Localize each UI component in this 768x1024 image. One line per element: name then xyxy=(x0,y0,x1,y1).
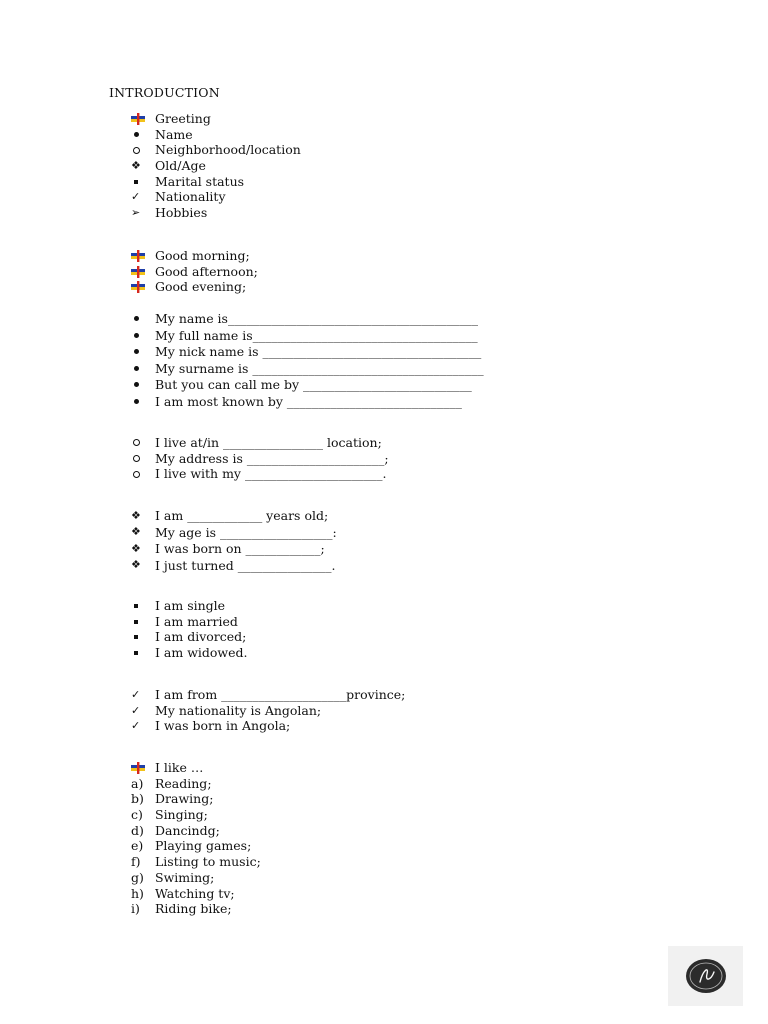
hobby-text: Dancindg; xyxy=(155,822,220,838)
hobbies-intro: I like … xyxy=(155,760,204,775)
nationality-sentence: I was born in Angola; xyxy=(155,718,291,734)
circle-bullet-icon xyxy=(131,142,149,158)
list-letter: a) xyxy=(131,775,144,791)
list-letter: i) xyxy=(131,901,140,917)
topic-label: Old/Age xyxy=(155,158,206,174)
flag-bullet-icon xyxy=(131,760,149,776)
list-item xyxy=(131,205,301,221)
marital-sentence: I am widowed. xyxy=(155,645,248,661)
list-item xyxy=(131,174,301,190)
topic-label: Neighborhood/location xyxy=(155,142,301,158)
diamond-bullet-icon: ❖ xyxy=(131,558,141,572)
arrow-bullet-icon: ➢ xyxy=(131,206,141,220)
marital-list xyxy=(131,598,248,661)
list-letter: b) xyxy=(131,791,144,807)
list-item xyxy=(131,718,405,734)
list-item xyxy=(131,838,261,854)
list-item xyxy=(131,598,248,614)
hobby-text: Playing games; xyxy=(155,838,252,854)
age-list xyxy=(131,508,337,574)
list-item xyxy=(131,791,261,807)
square-bullet-icon xyxy=(131,174,149,190)
location-sentence: I live with my ______________________. xyxy=(155,466,387,482)
location-sentence: My address is ______________________; xyxy=(155,450,389,466)
nationality-list xyxy=(131,687,405,734)
list-item xyxy=(131,776,261,792)
list-item xyxy=(131,451,389,467)
list-item xyxy=(131,614,248,630)
list-letter: g) xyxy=(131,869,144,885)
age-sentence: My age is __________________: xyxy=(155,524,337,540)
circle-bullet-icon xyxy=(131,435,149,451)
names-list xyxy=(131,311,484,410)
check-bullet-icon: ✓ xyxy=(131,719,141,733)
list-item xyxy=(131,703,405,719)
greeting-text: Good morning; xyxy=(155,248,250,263)
disc-bullet-icon xyxy=(131,311,149,327)
diamond-bullet-icon: ❖ xyxy=(131,525,141,539)
circle-bullet-icon xyxy=(131,451,149,467)
square-bullet-icon xyxy=(131,629,149,645)
list-item xyxy=(131,361,484,378)
list-item xyxy=(131,508,337,525)
list-item xyxy=(131,127,301,143)
name-sentence: My nick name is ___________________________________ xyxy=(155,344,482,359)
topic-label: Greeting xyxy=(155,111,211,126)
list-letter: e) xyxy=(131,838,144,854)
flag-bullet-icon xyxy=(131,111,149,127)
name-sentence: My full name is____________________________________ xyxy=(155,327,478,343)
list-item xyxy=(131,158,301,174)
name-sentence: My name is________________________________________ xyxy=(155,311,478,326)
hobby-text: Swiming; xyxy=(155,869,215,885)
list-item xyxy=(131,870,261,886)
document-title: INTRODUCTION xyxy=(109,85,220,100)
list-item xyxy=(131,541,337,558)
age-sentence: I am ____________ years old; xyxy=(155,508,329,523)
list-item xyxy=(131,394,484,411)
topic-label: Name xyxy=(155,126,193,142)
age-sentence: I just turned _______________. xyxy=(155,557,336,573)
list-item xyxy=(131,854,261,870)
list-item xyxy=(131,328,484,345)
list-letter: c) xyxy=(131,807,143,823)
check-bullet-icon: ✓ xyxy=(131,703,141,717)
marital-sentence: I am married xyxy=(155,613,238,629)
location-list xyxy=(131,435,389,482)
hobby-text: Riding bike; xyxy=(155,901,232,917)
list-item xyxy=(131,629,248,645)
disc-bullet-icon xyxy=(131,344,149,360)
list-item xyxy=(131,189,301,205)
flag-bullet-icon xyxy=(131,279,149,295)
greetings-list xyxy=(131,248,258,295)
check-bullet-icon: ✓ xyxy=(131,190,141,204)
list-item xyxy=(131,525,337,542)
marital-sentence: I am single xyxy=(155,598,226,613)
list-item xyxy=(131,466,389,482)
square-bullet-icon xyxy=(131,598,149,614)
topic-label: Marital status xyxy=(155,173,245,189)
hobby-text: Watching tv; xyxy=(155,885,235,901)
list-letter: f) xyxy=(131,854,141,870)
age-sentence: I was born on ____________; xyxy=(155,541,325,556)
flag-bullet-icon xyxy=(131,248,149,264)
list-letter: h) xyxy=(131,885,144,901)
signature-stamp-icon xyxy=(683,956,729,996)
hobby-text: Reading; xyxy=(155,775,212,791)
list-item xyxy=(131,435,389,451)
list-item xyxy=(131,687,405,703)
list-letter: d) xyxy=(131,822,144,838)
greeting-text: Good evening; xyxy=(155,279,247,295)
list-item xyxy=(131,760,261,776)
disc-bullet-icon xyxy=(131,127,149,143)
disc-bullet-icon xyxy=(131,328,149,344)
name-sentence: I am most known by ____________________________ xyxy=(155,393,462,409)
location-sentence: I live at/in ________________ location; xyxy=(155,435,382,450)
topics-list xyxy=(131,111,301,221)
topic-label: Hobbies xyxy=(155,205,208,221)
list-item xyxy=(131,248,258,264)
signature-stamp xyxy=(668,946,743,1006)
list-item xyxy=(131,142,301,158)
square-bullet-icon xyxy=(131,645,149,661)
list-item xyxy=(131,311,484,328)
disc-bullet-icon xyxy=(131,394,149,410)
list-item xyxy=(131,279,258,295)
marital-sentence: I am divorced; xyxy=(155,629,247,645)
name-sentence: My surname is _____________________________________ xyxy=(155,360,484,376)
greeting-text: Good afternoon; xyxy=(155,263,258,279)
list-item xyxy=(131,823,261,839)
hobbies-list xyxy=(131,760,261,917)
diamond-bullet-icon: ❖ xyxy=(131,159,141,173)
list-item xyxy=(131,264,258,280)
disc-bullet-icon xyxy=(131,361,149,377)
name-sentence: But you can call me by ___________________________ xyxy=(155,377,472,392)
list-item xyxy=(131,645,248,661)
list-item xyxy=(131,558,337,575)
square-bullet-icon xyxy=(131,614,149,630)
hobby-text: Listing to music; xyxy=(155,854,261,870)
circle-bullet-icon xyxy=(131,466,149,482)
hobby-text: Drawing; xyxy=(155,791,214,807)
diamond-bullet-icon: ❖ xyxy=(131,541,141,555)
list-item xyxy=(131,111,301,127)
disc-bullet-icon xyxy=(131,377,149,393)
list-item xyxy=(131,886,261,902)
hobby-text: Singing; xyxy=(155,807,208,823)
nationality-sentence: My nationality is Angolan; xyxy=(155,702,322,718)
check-bullet-icon: ✓ xyxy=(131,688,141,701)
list-item xyxy=(131,344,484,361)
list-item xyxy=(131,901,261,917)
topic-label: Nationality xyxy=(155,189,226,205)
list-item xyxy=(131,377,484,394)
list-item xyxy=(131,807,261,823)
flag-bullet-icon xyxy=(131,264,149,280)
diamond-bullet-icon: ❖ xyxy=(131,508,141,522)
nationality-sentence: I am from ____________________province; xyxy=(155,687,406,702)
